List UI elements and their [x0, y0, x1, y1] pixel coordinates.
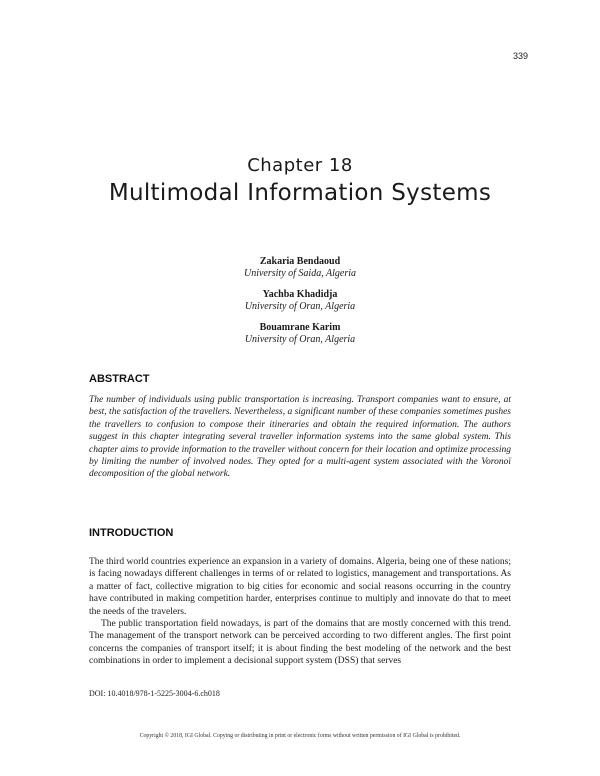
author-name: Zakaria Bendaoud — [259, 256, 341, 267]
introduction-paragraph: The public transportation field nowadays, is part of the domains that are mostly concerned with this trend. The management of the transport network can be perceived according to two different angles. The first point concerns the companies of transport itself; it is about finding the best modeling of the network and the best combinations in order to implement a decisional support system (DSS) that serves — [89, 619, 511, 667]
author-block — [0, 322, 600, 346]
author-affiliation: University of Saida, Algeria — [243, 268, 357, 279]
author-name: Bouamrane Karim — [259, 322, 341, 333]
page-number: 339 — [512, 51, 528, 61]
doi-line: DOI: 10.4018/978-1-5225-3004-6.ch018 — [89, 689, 220, 698]
author-block — [0, 256, 600, 280]
author-affiliation: University of Oran, Algeria — [244, 301, 356, 312]
author-affiliation: University of Oran, Algeria — [244, 334, 356, 345]
abstract-text: The number of individuals using public transportation is increasing. Transport companies want to ensure, at best, the satisfaction of the travellers. Nevertheless, a significant number of these companies sometimes pushes the travellers to confusion to compose their itineraries and obtain the required information. The authors suggest in this chapter integrating several traveller information systems into the same global system. This chapter aims to provide information to the traveller without concern for their location and optimize processing by limiting the number of involved nodes. They opted for a multi-agent system associated with the Voronoï decomposition of the global network. — [89, 395, 511, 480]
introduction-heading: INTRODUCTION — [89, 527, 174, 539]
copyright-notice: Copyright © 2018, IGI Global. Copying or distributing in print or electronic forms without written permission of IGI Global is prohibited. — [139, 733, 461, 739]
introduction-body — [89, 556, 511, 668]
abstract-heading: ABSTRACT — [89, 373, 150, 385]
author-block — [0, 289, 600, 313]
introduction-paragraph: The third world countries experience an expansion in a variety of domains. Algeria, being one of these nations; is facing nowadays different challenges in terms of or related to logistics, management and transportations. As a matter of fact, collective migration to big cities for economic and social reasons occurring in the country have contributed in making competition harder, enterprises continue to multiply and innovate do that to meet the needs of the travelers. — [89, 557, 511, 617]
chapter-label: Chapter 18 — [247, 155, 353, 176]
chapter-title: Multimodal Information Systems — [108, 180, 492, 206]
author-list — [0, 256, 600, 355]
author-name: Yachba Khadidja — [262, 289, 338, 300]
